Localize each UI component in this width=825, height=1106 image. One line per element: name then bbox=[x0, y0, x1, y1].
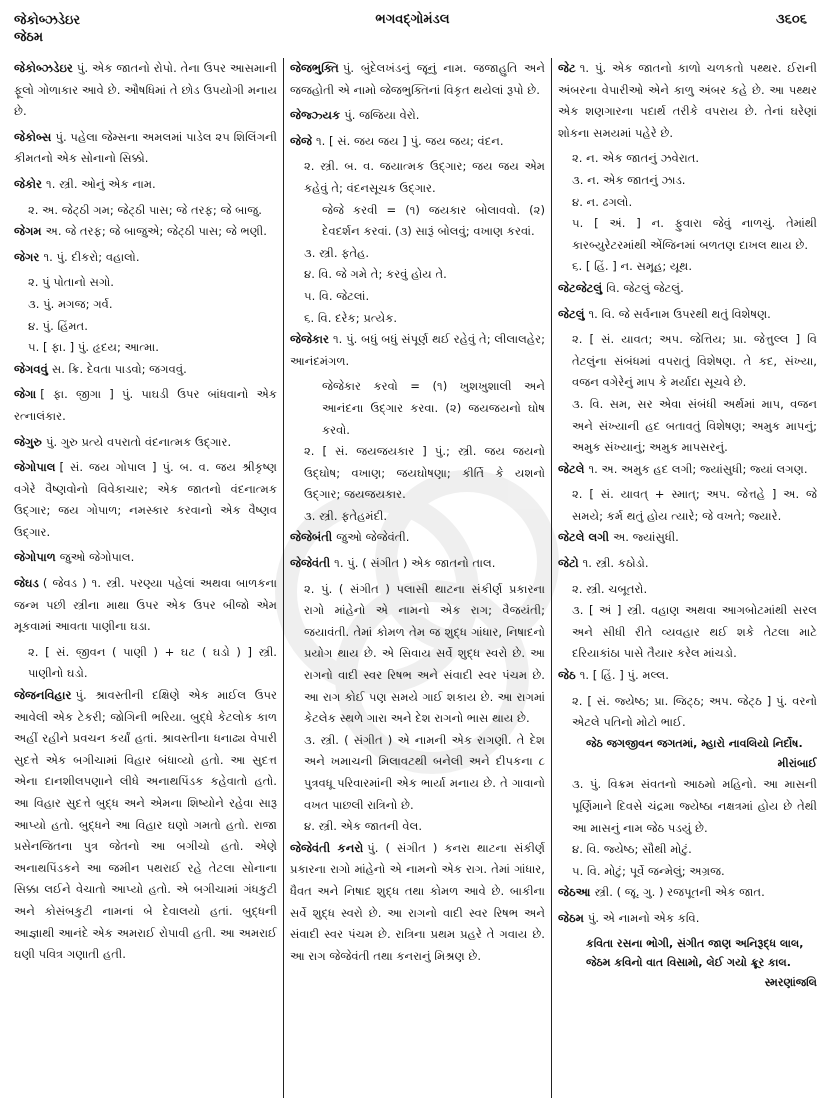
entry-sense: ૩. સ્ત્રી. ( સંગીત ) એ નામની એક રાગણી. તે દેશ અને ખમાચની મિલાવટથી બનેલી અને દીપકના ૮ પુત્રવધૂ પરિવારમાંની એક ભાર્યા મનાય છે. તે ગાવાનો વખત પાછલી રાત્રિનો છે. bbox=[304, 732, 545, 812]
entry-headword: જેટલું bbox=[558, 306, 585, 321]
entry-headword: જેકોર bbox=[14, 176, 43, 191]
dictionary-entry bbox=[290, 131, 545, 200]
entry-definition bbox=[290, 105, 545, 127]
dictionary-entry bbox=[558, 908, 817, 993]
entry-text: ૧. પું. દીકરો; વહાલો. bbox=[43, 249, 140, 264]
entry-sense: ૪. વિ. જ્યેષ્ઠ; સૌથી મોટું. bbox=[572, 842, 692, 857]
entry-headword: જેજભુક્તિ bbox=[290, 61, 339, 75]
dictionary-entry bbox=[558, 553, 817, 665]
entry-text: પું. શ્રાવસ્તીની દક્ષિણે એક માઈલ ઉપર આવેલી એક ટેકરી; જોગિની ભરિયા. બુદ્ધે કેટલોક કાળ અહીં રહીને પ્રવચન કર્યાં હતાં. શ્રાવસ્તીના ધનાઢ્ય વેપારી સુદત્તે એક બગીચામાં વિહાર બંધાવ્યો હતો. આ સુદત્ત એના દાનશીલપણાને લીધે અનાથપિંડક કહેવાતો હતો. આ વિહાર સુદત્તે બુદ્ધ અને એમના શિષ્યોને રહેવા સારૂ આપ્યો હતો. બુદ્ધને આ વિહાર ઘણો ગમતો હતો. રાજા પ્રસેનજિતના પુત્ર જેતનો આ બગીચો હતો. એણે અનાથપિંડકને આ જમીન પથરાઈ રહે તેટલા સોનાના સિક્કા લઈને વેચાતો આપ્યો હતો. એ બગીચામાં ગંધકુટી અને કોસંબકુટી નામનાં બે દેવાલયો હતાં. બુદ્ધની આજ્ઞાથી આનંદે એક અમરાઈ રોપાવી હતી. આ અમરાઈ ઘણી પવિત્ર ગણાતી હતી. bbox=[14, 688, 277, 962]
dictionary-columns bbox=[12, 58, 817, 1098]
dictionary-entry bbox=[14, 221, 277, 243]
entry-text: પું. પહેલા જેમ્સના અમલમાં પાડેલ ૨૫ શિલિંગની કીમતનો એક સોનાનો સિક્કો. bbox=[14, 129, 277, 166]
entry-sense: ૨. ન. એક જાતનું ઝવેરાત. bbox=[572, 151, 700, 166]
entry-headword: જેજનવિહાર bbox=[14, 688, 72, 703]
entry-text: પું. એ નામનો એક કવિ. bbox=[587, 910, 700, 925]
entry-headword: જેઘડ bbox=[14, 576, 39, 591]
entry-headword: જેટો bbox=[558, 556, 579, 571]
column-3 bbox=[552, 58, 817, 1098]
entry-definition bbox=[14, 221, 277, 243]
entry-definition bbox=[14, 685, 277, 966]
entry-definition bbox=[14, 359, 277, 381]
entry-text: [ સં. જય ગોપાલ ] પું. બ. વ. જય શ્રીકૃષ્ણ વગેરે વૈષ્ણવોનો વિવેકાચાર; એક જાતનો વંદનાત્મક ઉદ્ગાર; જય ગોપાળ; નમસ્કાર કરવાનો એક વૈષ્ણવ ઉદ્ગાર. bbox=[14, 460, 277, 539]
entry-headword: જેટલે bbox=[558, 461, 585, 476]
entry-headword: જેજ્ઝ્યક bbox=[290, 108, 341, 123]
entry-definition bbox=[290, 131, 545, 153]
entry-sense: ૫. વિ. મોટું; પૂર્વે જન્મેલું; અગ્રજ. bbox=[572, 863, 725, 878]
dictionary-entry bbox=[558, 459, 817, 528]
entry-text: ૧. પું. બધું બધું સંપૂર્ણ થઈ રહેવું તે; લીલાલહેર; આનંદમંગળ. bbox=[290, 332, 545, 368]
dictionary-entry bbox=[290, 527, 545, 549]
entry-sense: ૨. [ સં. યાવત્ + સ્માત્; અપ. જેત્તહે ] અ. જે સમયે; કર્મ થતું હોય ત્યારે; જે વખતે; જ્યારે. bbox=[572, 487, 817, 523]
entry-definition bbox=[14, 58, 277, 123]
dictionary-entry bbox=[290, 105, 545, 127]
entry-text: પું. ( સંગીત ) કનરા થાટના સંકીર્ણ પ્રકારના રાગો માંહેનો એ નામનો એક રાગ. તેમાં ગાંધાર, ધૈવત અને નિષાદ શુદ્ધ તથા કોમળ આવે છે. બાકીના સર્વે શુદ્ધ સ્વરો છે. આ રાગનો વાદી સ્વર રિષભ અને સંવાદી સ્વર પંચમ છે. રાત્રિના પ્રથમ પ્રહરે તે ગવાય છે. આ રાગ જેજેવંતી તથા કનરાનું મિશ્રણ છે. bbox=[290, 840, 545, 963]
entry-definition bbox=[14, 547, 277, 569]
entry-headword: જેઠ bbox=[558, 668, 576, 683]
entry-sense: ૩. સ્ત્રી. ફતેહ. bbox=[304, 245, 370, 260]
entry-definition bbox=[14, 384, 277, 427]
dictionary-entry bbox=[14, 457, 277, 543]
entry-text: અ. જ્યાંસુધી. bbox=[613, 530, 679, 545]
entry-sense: ૫. [ અં. ] ન. ફુવારા જેવું નાળચું. તેમાંથી કારબ્યુરેટરમાંથી એંજિનમાં બળતણ દાખલ થાય છે. bbox=[572, 216, 817, 252]
entry-text: વિ. જેટલું જેટલું. bbox=[606, 280, 684, 295]
page-number: ૩૬૦૬ bbox=[775, 12, 807, 27]
column-1 bbox=[12, 58, 284, 1098]
entry-text: જુઓ જેગોપાલ. bbox=[59, 550, 135, 565]
entry-sense: ૨. અ. જેટ્ઠી ગમ; જેટ્ઠી પાસ; જે તરફ; જે બાજુ. bbox=[28, 202, 262, 217]
entry-headword: જેગોપાલ bbox=[14, 460, 56, 475]
entry-definition bbox=[558, 278, 817, 300]
entry-text: જુઓ જેજેવંતી. bbox=[336, 530, 410, 545]
entry-definition bbox=[290, 329, 545, 372]
dictionary-entry bbox=[14, 384, 277, 427]
entry-headword: જેજેવંતી કનરો bbox=[290, 840, 364, 855]
entry-sense: ૩. [ અં ] સ્ત્રી. વહાણ અથવા આગબોટમાંથી સરલ અને સીધી રીતે વ્યવહાર થઈ શકે તેટલા માટે દરિયાકાંઠા પાસે તૈયાર કરેલ માંચડો. bbox=[572, 603, 817, 661]
entry-definition bbox=[558, 553, 817, 575]
entry-text: ૧. [ હિં. ] પું. મલ્લ. bbox=[579, 668, 669, 683]
entry-sense: ૨. સ્ત્રી. ચબૂતરો. bbox=[572, 581, 648, 596]
entry-headword: જેઠઆ bbox=[558, 885, 591, 900]
entry-headword: જેગોપાળ bbox=[14, 550, 56, 565]
entry-headword: જેટ bbox=[558, 61, 576, 75]
dictionary-entry bbox=[290, 58, 545, 101]
dictionary-entry bbox=[14, 127, 277, 170]
entry-sense: ૪. પું. હિંમત. bbox=[28, 318, 88, 333]
entry-definition bbox=[14, 432, 277, 454]
dictionary-entry bbox=[14, 685, 277, 966]
entry-text: ૧. પું. એક જાતનો કાળો ચળકતો પથ્થર. ઈરાની અંબરના વેપારીઓ એને કાળુ અંબર કહે છે. આ પથ્થર એક શણગારના પદાર્થ તરીકે વપરાય છે. તેનાં ઘરેણાં શોકના સમયમાં પહેરે છે. bbox=[558, 61, 817, 140]
entry-sense: ૩. વિ. સમ, સર એવા સંબંધી અર્થમાં માપ, વજન અને સંખ્યાની હદ બતાવતું વિશેષણ; અમુક માપનું; અમુક સંખ્યાનું; અમુક માપસરનું. bbox=[572, 396, 817, 455]
entry-sense: ૪. સ્ત્રી. એક જાતની વેલ. bbox=[304, 819, 423, 834]
entry-headword: જેગા bbox=[14, 387, 37, 402]
quotation-source: સ્મરણાંજલિ bbox=[764, 975, 817, 989]
dictionary-entry bbox=[14, 174, 277, 221]
entry-headword: જેટજેટલું bbox=[558, 280, 603, 295]
entry-sense: ૩. સ્ત્રી. ફતેહમંદી. bbox=[304, 508, 388, 523]
entry-definition bbox=[14, 457, 277, 543]
entry-phrase: જેજેકાર કરવો = (૧) ખુશખુશાલી અને આનંદના ઉદ્ગાર કરવા. (૨) જયજયનો ઘોષ કરવો. bbox=[322, 379, 545, 437]
entry-headword: જેગમ bbox=[14, 224, 42, 239]
quotation-line: જેઠ જગજીવન જગતમાં, મ્હારો નાવલિયો નિર્દોષ. bbox=[586, 736, 803, 750]
entry-sense: ૨. [ સં. જયજયકાર ] પું.; સ્ત્રી. જય જયનો ઉદ્ઘોષ; વખાણ; જયઘોષણા; કીર્તિ કે યશનો ઉદ્ગાર; જયજયકાર. bbox=[304, 444, 545, 502]
entry-text: ૧. સ્ત્રી. ઓનું એક નામ. bbox=[46, 176, 156, 191]
entry-text: સ્ત્રી. ( જૂ. ગુ. ) રજપૂતની એક જાત. bbox=[594, 885, 765, 900]
entry-sense: ૪. વિ. જે ગમે તે; કરવું હોય તે. bbox=[304, 267, 447, 282]
entry-definition bbox=[558, 304, 817, 326]
entry-headword: જેજેકાર bbox=[290, 332, 329, 347]
entry-definition bbox=[14, 174, 277, 196]
entry-text: પું. બુંદેલખંડનું જૂનું નામ. જજાહુતિ અને જજહોતી એ નામો જેજભુક્તિનાં વિકૃત થયેલાં રૂપો છે. bbox=[290, 61, 545, 97]
entry-sense: ૨. પું પોતાનો સગો. bbox=[28, 275, 114, 290]
entry-headword: જેજે bbox=[290, 133, 312, 148]
entry-headword: જેકોબ્ઝડેઇર bbox=[14, 61, 73, 75]
page-header bbox=[0, 12, 825, 52]
quotation-source: મીરાંબાઈ bbox=[777, 756, 817, 770]
entry-headword: જેગવવું bbox=[14, 361, 48, 376]
dictionary-entry bbox=[14, 247, 277, 359]
entry-definition bbox=[558, 908, 817, 930]
entry-text: ૧. પું. ( સંગીત ) એક જાતનો તાલ. bbox=[334, 556, 496, 571]
entry-headword: જેઠમ bbox=[558, 910, 584, 925]
column-2 bbox=[284, 58, 552, 1098]
entry-sense: ૪. ન. ઢગલો. bbox=[572, 194, 633, 209]
entry-sense: ૩. પું. મગજ; ગર્વ. bbox=[28, 296, 113, 311]
page-title: ભગવદ્ગોમંડલ bbox=[375, 12, 450, 27]
guide-word-first: જેકોબ્ઝડેઇર bbox=[14, 13, 81, 28]
entry-headword: જેગર bbox=[14, 249, 40, 264]
entry-text: પું. જજિયા વેરો. bbox=[344, 108, 420, 123]
entry-definition bbox=[14, 127, 277, 170]
entry-text: પું. એક જાતનો રોપો. તેના ઉપર આસમાની ફૂલો ગોળાકાર આવે છે. ઔષધિમાં તે છોડ ઉપયોગી મનાય છે. bbox=[14, 61, 277, 119]
dictionary-entry bbox=[290, 200, 545, 330]
dictionary-entry bbox=[14, 432, 277, 454]
entry-text: પું. ગુરુ પ્રત્યે વપરાતો વંદનાત્મક ઉદ્ગાર. bbox=[45, 434, 232, 449]
entry-definition bbox=[558, 58, 817, 144]
entry-definition bbox=[290, 838, 545, 968]
entry-sense: ૨. [ સં. જ્યેષ્ઠ; પ્રા. જિટ્ઠ; અપ. જેટ્ઠ ] પું. વરનો એટલે પતિનો મોટો ભાઈ. bbox=[572, 693, 817, 730]
entry-text: સ. ક્રિ. દેવતા પાડવો; જગવવું. bbox=[51, 361, 187, 376]
dictionary-entry bbox=[558, 278, 817, 300]
entry-definition bbox=[14, 247, 277, 269]
entry-headword: જેજેવંતી bbox=[290, 556, 331, 571]
entry-sense: ૨. [ સં. યાવત; અપ. જેત્તિય; પ્રા. જેત્તુલ્લ ] વિ તેટલુંના સંબંધમાં વપરાતું વિશેષણ. તે કદ, સંખ્યા, વજન વગેરેનું માપ કે મર્યાદા સૂચવે છે. bbox=[572, 332, 817, 390]
entry-definition bbox=[558, 882, 817, 904]
dictionary-entry bbox=[558, 665, 817, 882]
guide-word-last: જેઠમ bbox=[14, 30, 44, 45]
entry-definition bbox=[290, 58, 545, 101]
entry-text: ૧. અ. અમુક હદ લગી; જ્યાંસુધી; જ્યાં લગણ. bbox=[588, 461, 808, 476]
entry-text: ( જેવડ ) ૧. સ્ત્રી. પરણ્યા પહેલાં અથવા બાળકના જન્મ પછી સ્ત્રીના માથા ઉપર એક ઉપર બીજો એમ મૂકવામાં આવતા પાણીના ઘડા. bbox=[14, 576, 277, 634]
entry-headword: જેજેબંતી bbox=[290, 530, 333, 545]
dictionary-entry bbox=[558, 304, 817, 459]
dictionary-entry bbox=[14, 573, 277, 685]
entry-text: ૧. વિ. જે સર્વનામ ઉપરથી થતું વિશેષણ. bbox=[588, 306, 771, 321]
dictionary-entry bbox=[558, 882, 817, 904]
entry-sense: ૨. સ્ત્રી. બ. વ. જયાત્મક ઉદ્ગાર; જય જય એમ કહેવું તે; વંદનસૂચક ઉદ્ગાર. bbox=[304, 159, 545, 195]
entry-definition bbox=[290, 527, 545, 549]
entry-definition bbox=[558, 665, 817, 687]
entry-sense: ૨. પું. ( સંગીત ) પલાસી થાટના સંકીર્ણ પ્રકારના રાગો માંહેનો એ નામનો એક રાગ; વૈજયંતી; જયાવંતી. તેમાં કોમળ તેમ જ શુદ્ધ ગાંધાર, નિષાદનો પ્રયોગ થાય છે. એ સિવાય સર્વે શુદ્ધ સ્વરો છે. આ રાગનો વાદી સ્વર રિષભ અને સંવાદી સ્વર પંચમ છે. આ રાગ કોઈ પણ સમયે ગાઈ શકાય છે. આ રાગમાં કેટલેક સ્થળે ગારા અને દેશ રાગનો ભાસ થાય છે. bbox=[304, 581, 545, 726]
entry-sense: ૩. પું. વિક્રમ સંવતનો આઠમો મહિનો. આ માસની પૂર્ણિમાને દિવસે ચંદ્રમા જ્યેષ્ઠા નક્ષત્રમાં હોય છે તેથી આ માસનું નામ જેઠ પડયું છે. bbox=[572, 777, 817, 835]
entry-definition bbox=[558, 459, 817, 481]
dictionary-entry bbox=[14, 359, 277, 381]
entry-sense: ૫. વિ. જેટલાં. bbox=[304, 288, 370, 303]
entry-text: ૧. સ્ત્રી. કઠોડો. bbox=[582, 556, 649, 571]
entry-text: ૧. [ સં. જય જય ] પું. જય જય; વંદન. bbox=[315, 133, 504, 148]
quotation-line: કવિતા રસના ભોગી, સંગીત જાણ અનિરૂદ્ધ લાલ, bbox=[586, 936, 804, 950]
dictionary-entry bbox=[558, 527, 817, 549]
dictionary-entry bbox=[290, 329, 545, 527]
entry-headword: જેગુરુ bbox=[14, 434, 42, 449]
entry-definition bbox=[14, 573, 277, 638]
entry-text: [ ફા. જીગા ] પું. પાઘડી ઉપર બાંધવાનો એક રત્નાલંકાર. bbox=[14, 387, 277, 423]
entry-sense: ૨. [ સં. જીવન ( પાણી ) + ઘટ ( ઘડો ) ] સ્ત્રી. પાણીનો ઘડો. bbox=[28, 644, 277, 681]
dictionary-entry bbox=[14, 547, 277, 569]
entry-headword: જેટલે લગી bbox=[558, 530, 610, 545]
dictionary-entry bbox=[14, 58, 277, 123]
dictionary-entry bbox=[558, 58, 817, 278]
entry-sense: ૫. [ ફા. ] પું. હૃદય; આત્મા. bbox=[28, 340, 159, 355]
entry-sense: ૩. ન. એક જાતનું ઝાડ. bbox=[572, 172, 686, 187]
entry-sense: ૬. વિ. દરેક; પ્રત્યેક. bbox=[304, 310, 398, 325]
entry-sense: ૬. [ હિં. ] ન. સમૂહ; યૂથ. bbox=[572, 259, 693, 274]
entry-headword: જેકોબ્સ bbox=[14, 129, 52, 144]
dictionary-entry bbox=[290, 553, 545, 838]
dictionary-entry bbox=[290, 838, 545, 968]
entry-definition bbox=[290, 553, 545, 575]
entry-text: અ. જે તરફ; જે બાજુએ; જેટ્ઠી પાસ; જે ભણી. bbox=[45, 224, 267, 239]
quotation-line: જેઠમ કવિનો વાત વિસામો, લેઈ ગયો ક્રૂર કાલ. bbox=[586, 955, 791, 969]
entry-phrase: જેજે કરવી = (૧) જયકાર બોલાવવો. (૨) દેવદર્શન કરવાં. (૩) સારૂં બોલવું; વખાણ કરવાં. bbox=[322, 202, 545, 239]
entry-definition bbox=[558, 527, 817, 549]
